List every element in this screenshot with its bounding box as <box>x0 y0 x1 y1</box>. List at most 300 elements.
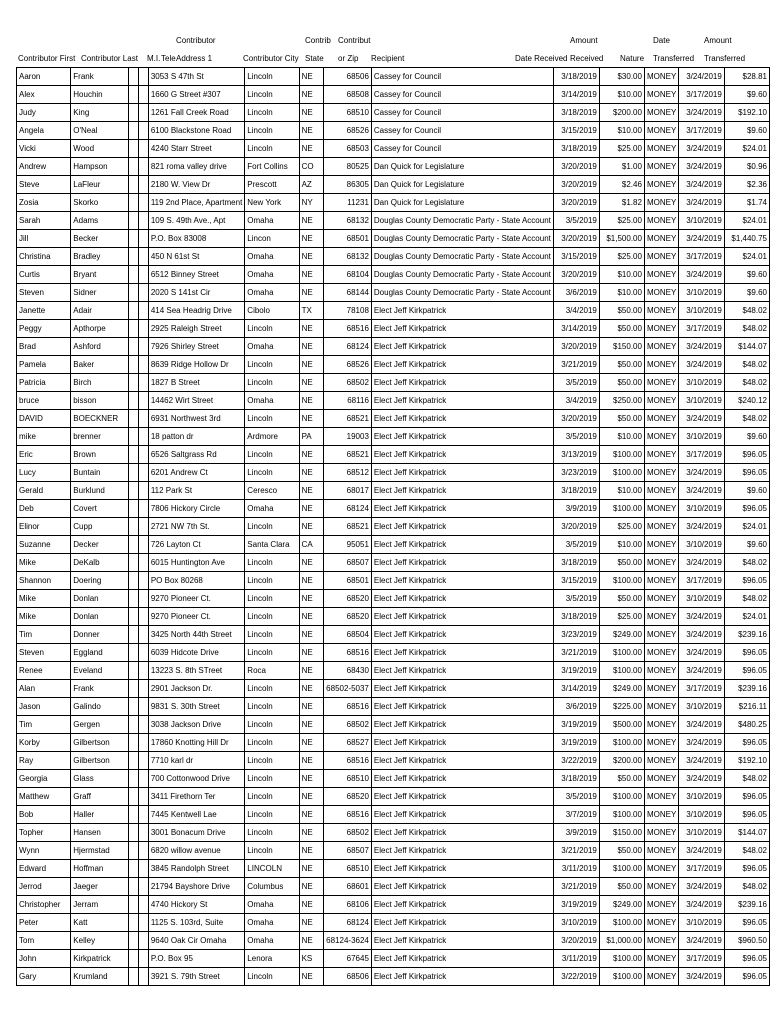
table-row <box>17 554 770 572</box>
cell-date-transferred: 3/24/2019 <box>679 770 725 788</box>
cell-date-transferred: 3/17/2019 <box>679 860 725 878</box>
cell-nature: MONEY <box>644 896 678 914</box>
cell-city: Omaha <box>245 932 299 950</box>
cell-amount-received: $10.00 <box>599 86 644 104</box>
cell-city: New York <box>245 194 299 212</box>
cell-first-name: Janette <box>17 302 71 320</box>
cell-amount-transferred: $9.60 <box>724 428 769 446</box>
cell-city: Omaha <box>245 266 299 284</box>
cell-recipient: Elect Jeff Kirkpatrick <box>371 302 553 320</box>
cell-amount-received: $150.00 <box>599 338 644 356</box>
cell-telephone <box>138 158 148 176</box>
cell-state: CA <box>299 536 324 554</box>
cell-first-name: Vicki <box>17 140 71 158</box>
cell-telephone <box>138 248 148 266</box>
cell-last-name: O'Neal <box>71 122 129 140</box>
table-row <box>17 878 770 896</box>
table-row <box>17 248 770 266</box>
cell-date-received: 3/18/2019 <box>553 482 599 500</box>
table-row <box>17 536 770 554</box>
header-date-received: Date Received <box>515 54 568 63</box>
cell-city: Lincoln <box>245 320 299 338</box>
cell-amount-transferred: $48.02 <box>724 770 769 788</box>
cell-zip: 68144 <box>324 284 372 302</box>
cell-date-transferred: 3/17/2019 <box>679 320 725 338</box>
cell-first-name: Patricia <box>17 374 71 392</box>
cell-date-received: 3/9/2019 <box>553 824 599 842</box>
cell-last-name: Jerram <box>71 896 129 914</box>
cell-amount-received: $25.00 <box>599 608 644 626</box>
cell-state: NE <box>299 806 324 824</box>
cell-telephone <box>138 572 148 590</box>
cell-last-name: Gilbertson <box>71 752 129 770</box>
cell-zip: 68516 <box>324 644 372 662</box>
cell-last-name: DeKalb <box>71 554 129 572</box>
cell-city: Ceresco <box>245 482 299 500</box>
cell-middle-initial <box>128 860 138 878</box>
cell-recipient: Elect Jeff Kirkpatrick <box>371 950 553 968</box>
cell-middle-initial <box>128 356 138 374</box>
cell-state: NE <box>299 626 324 644</box>
cell-date-transferred: 3/24/2019 <box>679 230 725 248</box>
cell-amount-received: $25.00 <box>599 518 644 536</box>
cell-recipient: Elect Jeff Kirkpatrick <box>371 446 553 464</box>
cell-zip: 68520 <box>324 590 372 608</box>
cell-state: NE <box>299 122 324 140</box>
cell-date-received: 3/18/2019 <box>553 770 599 788</box>
cell-city: Lenora <box>245 950 299 968</box>
table-row <box>17 410 770 428</box>
cell-middle-initial <box>128 734 138 752</box>
cell-state: NE <box>299 698 324 716</box>
cell-middle-initial <box>128 950 138 968</box>
cell-date-transferred: 3/24/2019 <box>679 482 725 500</box>
cell-nature: MONEY <box>644 536 678 554</box>
cell-telephone <box>138 86 148 104</box>
cell-amount-transferred: $24.01 <box>724 608 769 626</box>
cell-telephone <box>138 302 148 320</box>
cell-last-name: Krumland <box>71 968 129 986</box>
cell-amount-received: $50.00 <box>599 410 644 428</box>
cell-nature: MONEY <box>644 824 678 842</box>
cell-first-name: Tim <box>17 716 71 734</box>
cell-telephone <box>138 896 148 914</box>
cell-date-received: 3/10/2019 <box>553 914 599 932</box>
cell-amount-received: $50.00 <box>599 374 644 392</box>
cell-telephone <box>138 482 148 500</box>
cell-city: Lincoln <box>245 698 299 716</box>
table-row <box>17 446 770 464</box>
cell-last-name: Decker <box>71 536 129 554</box>
cell-amount-received: $100.00 <box>599 500 644 518</box>
cell-zip: 68506 <box>324 968 372 986</box>
table-row <box>17 104 770 122</box>
cell-zip: 68132 <box>324 212 372 230</box>
cell-last-name: Adair <box>71 302 129 320</box>
cell-middle-initial <box>128 554 138 572</box>
cell-first-name: Tim <box>17 626 71 644</box>
cell-date-received: 3/11/2019 <box>553 860 599 878</box>
cell-state: NE <box>299 752 324 770</box>
cell-middle-initial <box>128 662 138 680</box>
cell-date-transferred: 3/10/2019 <box>679 428 725 446</box>
cell-date-transferred: 3/17/2019 <box>679 446 725 464</box>
cell-address: 1827 B Street <box>148 374 244 392</box>
cell-nature: MONEY <box>644 770 678 788</box>
cell-amount-transferred: $48.02 <box>724 320 769 338</box>
cell-state: NE <box>299 860 324 878</box>
cell-middle-initial <box>128 284 138 302</box>
cell-state: NE <box>299 338 324 356</box>
cell-city: Lincoln <box>245 464 299 482</box>
cell-date-received: 3/4/2019 <box>553 302 599 320</box>
cell-first-name: Topher <box>17 824 71 842</box>
table-row <box>17 806 770 824</box>
cell-date-transferred: 3/10/2019 <box>679 788 725 806</box>
cell-amount-transferred: $144.07 <box>724 824 769 842</box>
cell-amount-received: $100.00 <box>599 644 644 662</box>
cell-first-name: Steven <box>17 284 71 302</box>
cell-address: 2721 NW 7th St. <box>148 518 244 536</box>
cell-city: Lincoln <box>245 572 299 590</box>
table-row <box>17 698 770 716</box>
cell-zip: 68132 <box>324 248 372 266</box>
header-first: Contributor First <box>18 54 76 63</box>
cell-state: NE <box>299 392 324 410</box>
cell-first-name: Lucy <box>17 464 71 482</box>
cell-amount-transferred: $24.01 <box>724 518 769 536</box>
cell-city: Lincoln <box>245 806 299 824</box>
cell-amount-received: $249.00 <box>599 626 644 644</box>
cell-date-transferred: 3/24/2019 <box>679 140 725 158</box>
cell-recipient: Elect Jeff Kirkpatrick <box>371 932 553 950</box>
cell-middle-initial <box>128 248 138 266</box>
cell-amount-received: $225.00 <box>599 698 644 716</box>
cell-middle-initial <box>128 590 138 608</box>
cell-address: 7926 Shirley Street <box>148 338 244 356</box>
cell-address: 109 S. 49th Ave., Apt <box>148 212 244 230</box>
cell-date-transferred: 3/24/2019 <box>679 194 725 212</box>
cell-middle-initial <box>128 680 138 698</box>
cell-zip: 68521 <box>324 518 372 536</box>
cell-zip: 68601 <box>324 878 372 896</box>
cell-address: 9270 Pioneer Ct. <box>148 590 244 608</box>
cell-city: Lincoln <box>245 446 299 464</box>
table-row <box>17 590 770 608</box>
cell-last-name: Buntain <box>71 464 129 482</box>
cell-recipient: Elect Jeff Kirkpatrick <box>371 608 553 626</box>
cell-first-name: Eric <box>17 446 71 464</box>
cell-address: 21794 Bayshore Drive <box>148 878 244 896</box>
table-row <box>17 914 770 932</box>
cell-nature: MONEY <box>644 878 678 896</box>
cell-middle-initial <box>128 842 138 860</box>
cell-nature: MONEY <box>644 482 678 500</box>
cell-zip: 68506 <box>324 68 372 86</box>
cell-date-received: 3/5/2019 <box>553 374 599 392</box>
cell-middle-initial <box>128 158 138 176</box>
cell-last-name: Hjermstad <box>71 842 129 860</box>
header-tele: Tele <box>161 54 176 63</box>
cell-first-name: Tom <box>17 932 71 950</box>
cell-first-name: Edward <box>17 860 71 878</box>
cell-city: Lincoln <box>245 644 299 662</box>
cell-date-transferred: 3/17/2019 <box>679 248 725 266</box>
cell-city: Lincoln <box>245 752 299 770</box>
cell-state: PA <box>299 428 324 446</box>
cell-recipient: Elect Jeff Kirkpatrick <box>371 428 553 446</box>
cell-first-name: Suzanne <box>17 536 71 554</box>
cell-address: 9831 S. 30th Street <box>148 698 244 716</box>
cell-zip: 11231 <box>324 194 372 212</box>
cell-nature: MONEY <box>644 608 678 626</box>
cell-telephone <box>138 824 148 842</box>
cell-amount-received: $500.00 <box>599 716 644 734</box>
cell-middle-initial <box>128 536 138 554</box>
cell-amount-received: $100.00 <box>599 860 644 878</box>
cell-last-name: Ashford <box>71 338 129 356</box>
cell-city: LINCOLN <box>245 860 299 878</box>
cell-middle-initial <box>128 806 138 824</box>
cell-nature: MONEY <box>644 446 678 464</box>
table-row <box>17 968 770 986</box>
cell-last-name: Bryant <box>71 266 129 284</box>
cell-address: 6820 willow avenue <box>148 842 244 860</box>
header-recipient: Recipient <box>371 54 405 63</box>
cell-amount-received: $100.00 <box>599 734 644 752</box>
cell-date-received: 3/19/2019 <box>553 734 599 752</box>
cell-city: Omaha <box>245 914 299 932</box>
cell-date-received: 3/21/2019 <box>553 842 599 860</box>
cell-amount-transferred: $48.02 <box>724 554 769 572</box>
cell-telephone <box>138 140 148 158</box>
cell-last-name: bisson <box>71 392 129 410</box>
cell-first-name: Angela <box>17 122 71 140</box>
cell-recipient: Elect Jeff Kirkpatrick <box>371 716 553 734</box>
cell-date-received: 3/21/2019 <box>553 878 599 896</box>
table-row <box>17 572 770 590</box>
cell-last-name: Graff <box>71 788 129 806</box>
cell-address: 6201 Andrew Ct <box>148 464 244 482</box>
header-state-bottom: State <box>305 54 324 63</box>
cell-nature: MONEY <box>644 806 678 824</box>
cell-city: Omaha <box>245 248 299 266</box>
cell-first-name: Pamela <box>17 356 71 374</box>
cell-date-received: 3/20/2019 <box>553 518 599 536</box>
cell-first-name: mike <box>17 428 71 446</box>
cell-date-received: 3/19/2019 <box>553 896 599 914</box>
header-state-top: Contrib <box>305 36 331 45</box>
cell-city: Omaha <box>245 212 299 230</box>
cell-nature: MONEY <box>644 752 678 770</box>
cell-date-received: 3/20/2019 <box>553 266 599 284</box>
cell-middle-initial <box>128 608 138 626</box>
cell-state: NE <box>299 662 324 680</box>
table-row <box>17 266 770 284</box>
cell-address: 9640 Oak Cir Omaha <box>148 932 244 950</box>
cell-last-name: Gilbertson <box>71 734 129 752</box>
cell-zip: 68516 <box>324 320 372 338</box>
cell-city: Lincoln <box>245 680 299 698</box>
cell-nature: MONEY <box>644 356 678 374</box>
cell-amount-transferred: $96.05 <box>724 968 769 986</box>
cell-amount-transferred: $48.02 <box>724 356 769 374</box>
cell-middle-initial <box>128 68 138 86</box>
cell-nature: MONEY <box>644 410 678 428</box>
cell-city: Lincoln <box>245 410 299 428</box>
header-city: Contributor City <box>243 54 299 63</box>
table-row <box>17 626 770 644</box>
cell-city: Lincon <box>245 230 299 248</box>
cell-first-name: Korby <box>17 734 71 752</box>
cell-nature: MONEY <box>644 572 678 590</box>
cell-date-transferred: 3/10/2019 <box>679 302 725 320</box>
cell-amount-transferred: $24.01 <box>724 212 769 230</box>
cell-nature: MONEY <box>644 968 678 986</box>
cell-city: Lincoln <box>245 626 299 644</box>
cell-state: NE <box>299 230 324 248</box>
cell-date-transferred: 3/10/2019 <box>679 374 725 392</box>
cell-date-received: 3/6/2019 <box>553 284 599 302</box>
cell-middle-initial <box>128 104 138 122</box>
cell-address: 112 Park St <box>148 482 244 500</box>
cell-address: 3038 Jackson Drive <box>148 716 244 734</box>
cell-state: NE <box>299 410 324 428</box>
cell-state: NE <box>299 284 324 302</box>
cell-last-name: Apthorpe <box>71 320 129 338</box>
cell-date-transferred: 3/24/2019 <box>679 158 725 176</box>
cell-address: 821 roma valley drive <box>148 158 244 176</box>
cell-middle-initial <box>128 374 138 392</box>
cell-recipient: Douglas County Democratic Party - State Account <box>371 266 553 284</box>
cell-nature: MONEY <box>644 698 678 716</box>
cell-middle-initial <box>128 698 138 716</box>
table-row <box>17 500 770 518</box>
cell-middle-initial <box>128 302 138 320</box>
cell-state: NE <box>299 500 324 518</box>
cell-zip: 78108 <box>324 302 372 320</box>
cell-city: Omaha <box>245 338 299 356</box>
cell-amount-transferred: $48.02 <box>724 302 769 320</box>
cell-nature: MONEY <box>644 392 678 410</box>
cell-zip: 68508 <box>324 86 372 104</box>
cell-address: PO Box 80268 <box>148 572 244 590</box>
cell-first-name: Curtis <box>17 266 71 284</box>
cell-zip: 68502 <box>324 824 372 842</box>
table-row <box>17 464 770 482</box>
cell-last-name: Kelley <box>71 932 129 950</box>
cell-recipient: Elect Jeff Kirkpatrick <box>371 824 553 842</box>
table-row <box>17 86 770 104</box>
cell-last-name: brenner <box>71 428 129 446</box>
cell-date-received: 3/15/2019 <box>553 122 599 140</box>
table-row <box>17 608 770 626</box>
cell-date-received: 3/20/2019 <box>553 410 599 428</box>
cell-recipient: Elect Jeff Kirkpatrick <box>371 698 553 716</box>
cell-state: NE <box>299 140 324 158</box>
cell-amount-transferred: $239.16 <box>724 680 769 698</box>
cell-address: 3845 Randolph Street <box>148 860 244 878</box>
cell-address: 1125 S. 103rd, Suite <box>148 914 244 932</box>
cell-first-name: Peggy <box>17 320 71 338</box>
cell-telephone <box>138 446 148 464</box>
table-row <box>17 932 770 950</box>
cell-date-transferred: 3/24/2019 <box>679 878 725 896</box>
cell-first-name: Judy <box>17 104 71 122</box>
cell-amount-transferred: $192.10 <box>724 752 769 770</box>
cell-address: 2020 S 141st Cir <box>148 284 244 302</box>
cell-first-name: Matthew <box>17 788 71 806</box>
cell-city: Columbus <box>245 878 299 896</box>
table-row <box>17 770 770 788</box>
cell-last-name: Eveland <box>71 662 129 680</box>
cell-address: 14462 Wirt Street <box>148 392 244 410</box>
cell-date-received: 3/18/2019 <box>553 104 599 122</box>
cell-state: NE <box>299 464 324 482</box>
cell-nature: MONEY <box>644 122 678 140</box>
cell-amount-transferred: $9.60 <box>724 482 769 500</box>
table-row <box>17 194 770 212</box>
cell-first-name: Mike <box>17 554 71 572</box>
cell-address: 1660 G Street #307 <box>148 86 244 104</box>
cell-amount-received: $1.00 <box>599 158 644 176</box>
table-row <box>17 644 770 662</box>
header-amount-top: Amount <box>570 36 598 45</box>
cell-city: Fort Collins <box>245 158 299 176</box>
cell-last-name: Kirkpatrick <box>71 950 129 968</box>
cell-nature: MONEY <box>644 68 678 86</box>
cell-city: Omaha <box>245 500 299 518</box>
cell-recipient: Elect Jeff Kirkpatrick <box>371 536 553 554</box>
cell-middle-initial <box>128 824 138 842</box>
cell-date-received: 3/5/2019 <box>553 536 599 554</box>
cell-state: NE <box>299 248 324 266</box>
cell-recipient: Cassey for Council <box>371 140 553 158</box>
cell-date-transferred: 3/24/2019 <box>679 338 725 356</box>
cell-first-name: Alex <box>17 86 71 104</box>
cell-zip: 68516 <box>324 806 372 824</box>
cell-address: 2925 Raleigh Street <box>148 320 244 338</box>
cell-amount-received: $200.00 <box>599 104 644 122</box>
cell-middle-initial <box>128 410 138 428</box>
cell-date-received: 3/5/2019 <box>553 590 599 608</box>
cell-address: 3411 Firethorn Ter <box>148 788 244 806</box>
cell-first-name: Christina <box>17 248 71 266</box>
cell-last-name: Gergen <box>71 716 129 734</box>
cell-address: 6931 Northwest 3rd <box>148 410 244 428</box>
cell-city: Lincoln <box>245 716 299 734</box>
cell-date-transferred: 3/24/2019 <box>679 752 725 770</box>
cell-last-name: Donlan <box>71 608 129 626</box>
cell-date-transferred: 3/24/2019 <box>679 266 725 284</box>
cell-telephone <box>138 878 148 896</box>
cell-amount-received: $249.00 <box>599 680 644 698</box>
cell-city: Lincoln <box>245 140 299 158</box>
cell-nature: MONEY <box>644 626 678 644</box>
cell-middle-initial <box>128 338 138 356</box>
cell-amount-received: $50.00 <box>599 770 644 788</box>
cell-amount-received: $10.00 <box>599 482 644 500</box>
cell-nature: MONEY <box>644 212 678 230</box>
cell-date-transferred: 3/24/2019 <box>679 554 725 572</box>
cell-date-transferred: 3/10/2019 <box>679 806 725 824</box>
cell-amount-transferred: $9.60 <box>724 284 769 302</box>
cell-recipient: Elect Jeff Kirkpatrick <box>371 914 553 932</box>
header-last: Contributor Last <box>81 54 138 63</box>
cell-date-received: 3/20/2019 <box>553 194 599 212</box>
cell-telephone <box>138 842 148 860</box>
cell-zip: 68502 <box>324 374 372 392</box>
